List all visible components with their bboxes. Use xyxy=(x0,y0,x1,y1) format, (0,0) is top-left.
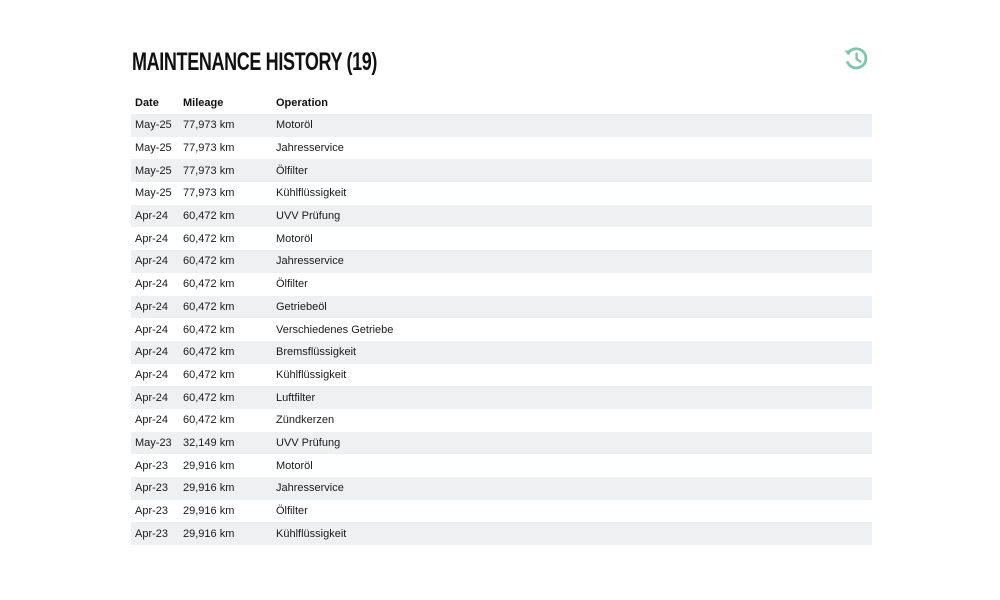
table-row xyxy=(131,341,872,364)
table-row xyxy=(131,386,872,409)
cell-operation: Verschiedenes Getriebe xyxy=(276,323,394,336)
cell-mileage: 60,472 km xyxy=(179,386,272,409)
cell-mileage: 29,916 km xyxy=(183,505,235,518)
cell-mileage: 29,916 km xyxy=(179,522,272,545)
cell-operation: Jahresservice xyxy=(272,250,872,273)
table-row xyxy=(131,318,872,341)
cell-mileage: 60,472 km xyxy=(183,368,235,381)
cell-date: Apr-24 xyxy=(131,341,179,364)
table-row xyxy=(131,500,872,523)
table-row xyxy=(131,522,872,545)
table-body xyxy=(131,114,872,545)
cell-mileage: 60,472 km xyxy=(179,341,272,364)
cell-operation: Motoröl xyxy=(272,114,872,137)
cell-mileage: 60,472 km xyxy=(183,278,235,291)
cell-mileage: 77,973 km xyxy=(183,142,235,155)
cell-mileage: 60,472 km xyxy=(183,232,235,245)
cell-mileage: 77,973 km xyxy=(179,159,272,182)
cell-date: Apr-24 xyxy=(131,296,179,319)
cell-operation: Bremsflüssigkeit xyxy=(272,341,872,364)
table-row xyxy=(131,159,872,182)
column-header-mileage: Mileage xyxy=(183,97,224,109)
cell-mileage: 29,916 km xyxy=(183,459,235,472)
table-header-row xyxy=(131,92,872,114)
cell-operation: UVV Prüfung xyxy=(272,432,872,455)
cell-date: May-25 xyxy=(135,142,172,155)
cell-operation: Zündkerzen xyxy=(276,414,335,427)
cell-mileage: 60,472 km xyxy=(183,323,235,336)
table-row xyxy=(131,273,872,296)
cell-mileage: 60,472 km xyxy=(179,205,272,228)
cell-date: May-25 xyxy=(131,114,179,137)
cell-operation: UVV Prüfung xyxy=(272,205,872,228)
cell-operation: Jahresservice xyxy=(272,477,872,500)
cell-operation: Kühlflüssigkeit xyxy=(276,187,347,200)
cell-date: Apr-24 xyxy=(135,368,169,381)
table-row xyxy=(131,205,872,228)
table-row xyxy=(131,137,872,160)
column-header-date: Date xyxy=(135,97,159,109)
cell-date: Apr-24 xyxy=(135,278,169,291)
cell-date: Apr-23 xyxy=(135,459,169,472)
history-icon[interactable] xyxy=(842,44,870,72)
cell-date: May-23 xyxy=(131,432,179,455)
cell-mileage: 60,472 km xyxy=(179,296,272,319)
cell-date: May-25 xyxy=(135,187,172,200)
history-icon-graphic xyxy=(842,44,870,72)
table-row xyxy=(131,114,872,137)
cell-operation: Ölfilter xyxy=(276,505,308,518)
cell-date: May-25 xyxy=(131,159,179,182)
cell-operation: Ölfilter xyxy=(272,159,872,182)
cell-date: Apr-24 xyxy=(135,323,169,336)
table-row xyxy=(131,364,872,387)
cell-operation: Motoröl xyxy=(276,459,313,472)
cell-operation: Jahresservice xyxy=(276,142,344,155)
cell-date: Apr-24 xyxy=(131,386,179,409)
cell-mileage: 32,149 km xyxy=(179,432,272,455)
table-row xyxy=(131,409,872,432)
table-row xyxy=(131,296,872,319)
cell-operation: Luftfilter xyxy=(272,386,872,409)
cell-date: Apr-24 xyxy=(135,232,169,245)
maintenance-table xyxy=(131,92,872,545)
table-row xyxy=(131,182,872,205)
table-row xyxy=(131,432,872,455)
table-row xyxy=(131,227,872,250)
cell-mileage: 77,973 km xyxy=(179,114,272,137)
page-title: MAINTENANCE HISTORY (19) xyxy=(132,48,378,76)
cell-mileage: 60,472 km xyxy=(179,250,272,273)
cell-operation: Kühlflüssigkeit xyxy=(276,368,347,381)
cell-operation: Getriebeöl xyxy=(272,296,872,319)
table-row xyxy=(131,250,872,273)
cell-operation: Motoröl xyxy=(276,232,313,245)
cell-date: Apr-23 xyxy=(131,522,179,545)
cell-mileage: 77,973 km xyxy=(183,187,235,200)
cell-operation: Ölfilter xyxy=(276,278,308,291)
cell-date: Apr-23 xyxy=(135,505,169,518)
cell-date: Apr-24 xyxy=(135,414,169,427)
table-row xyxy=(131,454,872,477)
cell-date: Apr-24 xyxy=(131,250,179,273)
table-row xyxy=(131,477,872,500)
cell-date: Apr-23 xyxy=(131,477,179,500)
cell-operation: Kühlflüssigkeit xyxy=(272,522,872,545)
cell-mileage: 29,916 km xyxy=(179,477,272,500)
column-header-operation: Operation xyxy=(276,97,328,109)
cell-date: Apr-24 xyxy=(131,205,179,228)
cell-mileage: 60,472 km xyxy=(183,414,235,427)
